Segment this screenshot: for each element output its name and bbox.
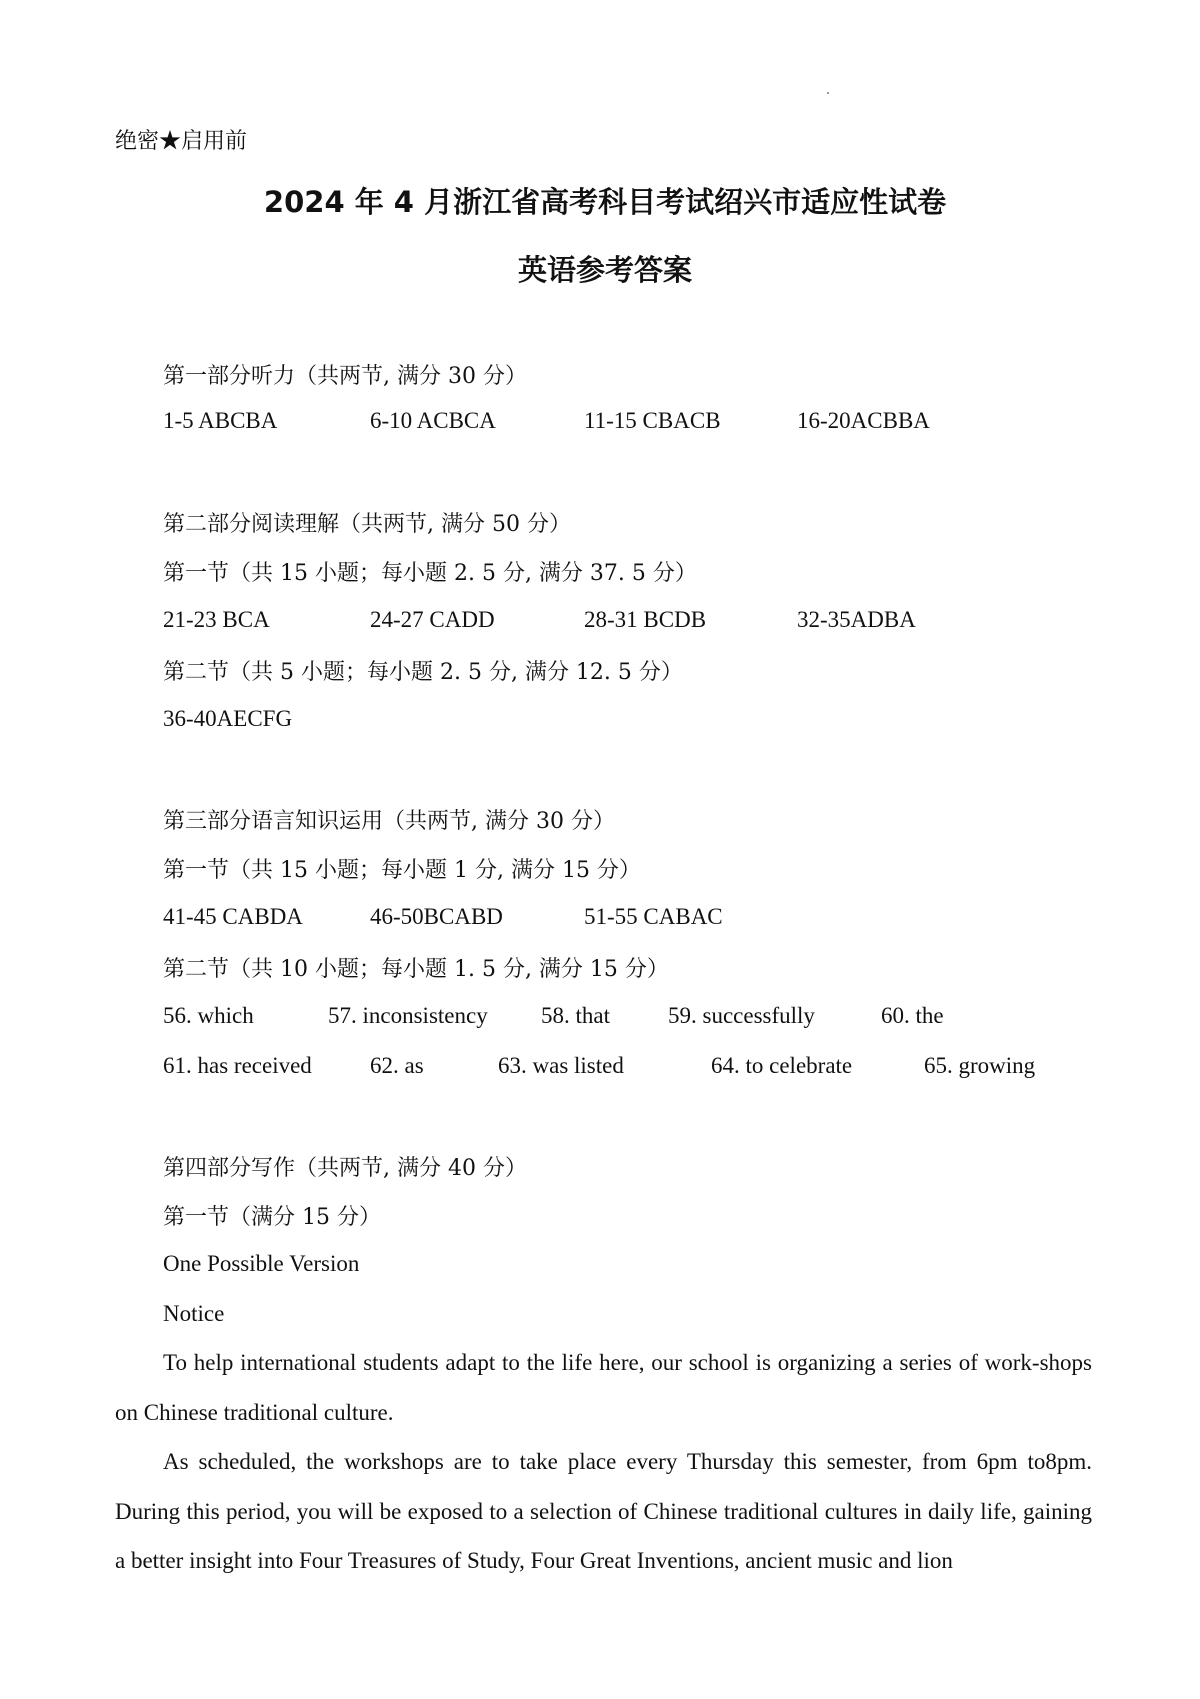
part3-section2-heading: 第二节（共 10 小题；每小题 1. 5 分, 满分 15 分） (163, 957, 669, 982)
answer-word: 63. was listed (498, 1053, 624, 1078)
answer-group: 46-50BCABD (370, 904, 503, 929)
answer-group: 51-55 CABAC (584, 904, 723, 929)
part3-section1-heading: 第一节（共 15 小题；每小题 1 分, 满分 15 分） (163, 858, 641, 883)
essay-title: Notice (163, 1301, 225, 1326)
answer-word: 65. growing (924, 1053, 1036, 1078)
answer-word: 58. that (541, 1003, 610, 1028)
answer-group: 16-20ACBBA (797, 408, 930, 433)
part2-section2-heading: 第二节（共 5 小题；每小题 2. 5 分, 满分 12. 5 分） (163, 660, 683, 685)
answer-group: 28-31 BCDB (584, 607, 707, 632)
part3-heading: 第三部分语言知识运用（共两节, 满分 30 分） (163, 809, 615, 834)
essay-paragraph: As scheduled, the workshops are to take place every Thursday this semester, from 6pm to8pm. During this period, you will be exposed to a selection of Chinese traditional cultures in daily life, gaining a better insight into Four Treasures of Study, Four Great Inventions, ancient music and lion (115, 1449, 1092, 1573)
answer-word: 62. as (370, 1053, 424, 1078)
answer-group: 32-35ADBA (797, 607, 916, 632)
answer-word: 57. inconsistency (328, 1003, 488, 1028)
answer-group: 24-27 CADD (370, 607, 495, 632)
part2-section1-heading: 第一节（共 15 小题；每小题 2. 5 分, 满分 37. 5 分） (163, 561, 697, 586)
answer-group: 21-23 BCA (163, 607, 270, 632)
version-label: One Possible Version (163, 1251, 360, 1276)
answer-word: 59. successfully (668, 1003, 815, 1028)
answer-word: 56. which (163, 1003, 254, 1028)
document-title: 2024 年 4 月浙江省高考科目考试绍兴市适应性试卷 (263, 185, 947, 219)
part2-heading: 第二部分阅读理解（共两节, 满分 50 分） (163, 512, 571, 537)
document-subtitle: 英语参考答案 (517, 253, 692, 287)
answer-group: 1-5 ABCBA (163, 408, 278, 433)
scan-speck (827, 92, 829, 94)
answer-group: 41-45 CABDA (163, 904, 303, 929)
answer-group: 36-40AECFG (163, 706, 293, 731)
part1-heading: 第一部分听力（共两节, 满分 30 分） (163, 364, 527, 389)
part4-section1-heading: 第一节（满分 15 分） (163, 1205, 381, 1230)
answer-group: 11-15 CBACB (584, 408, 721, 433)
answer-word: 64. to celebrate (711, 1053, 853, 1078)
answer-group: 6-10 ACBCA (370, 408, 496, 433)
part4-heading: 第四部分写作（共两节, 满分 40 分） (163, 1156, 527, 1181)
essay-paragraph: To help international students adapt to the life here, our school is organizing a series of work-shops on Chinese traditional culture. (115, 1350, 1092, 1425)
answer-word: 61. has received (163, 1053, 312, 1078)
answer-word: 60. the (881, 1003, 944, 1028)
confidential-mark: 绝密★启用前 (115, 129, 248, 154)
